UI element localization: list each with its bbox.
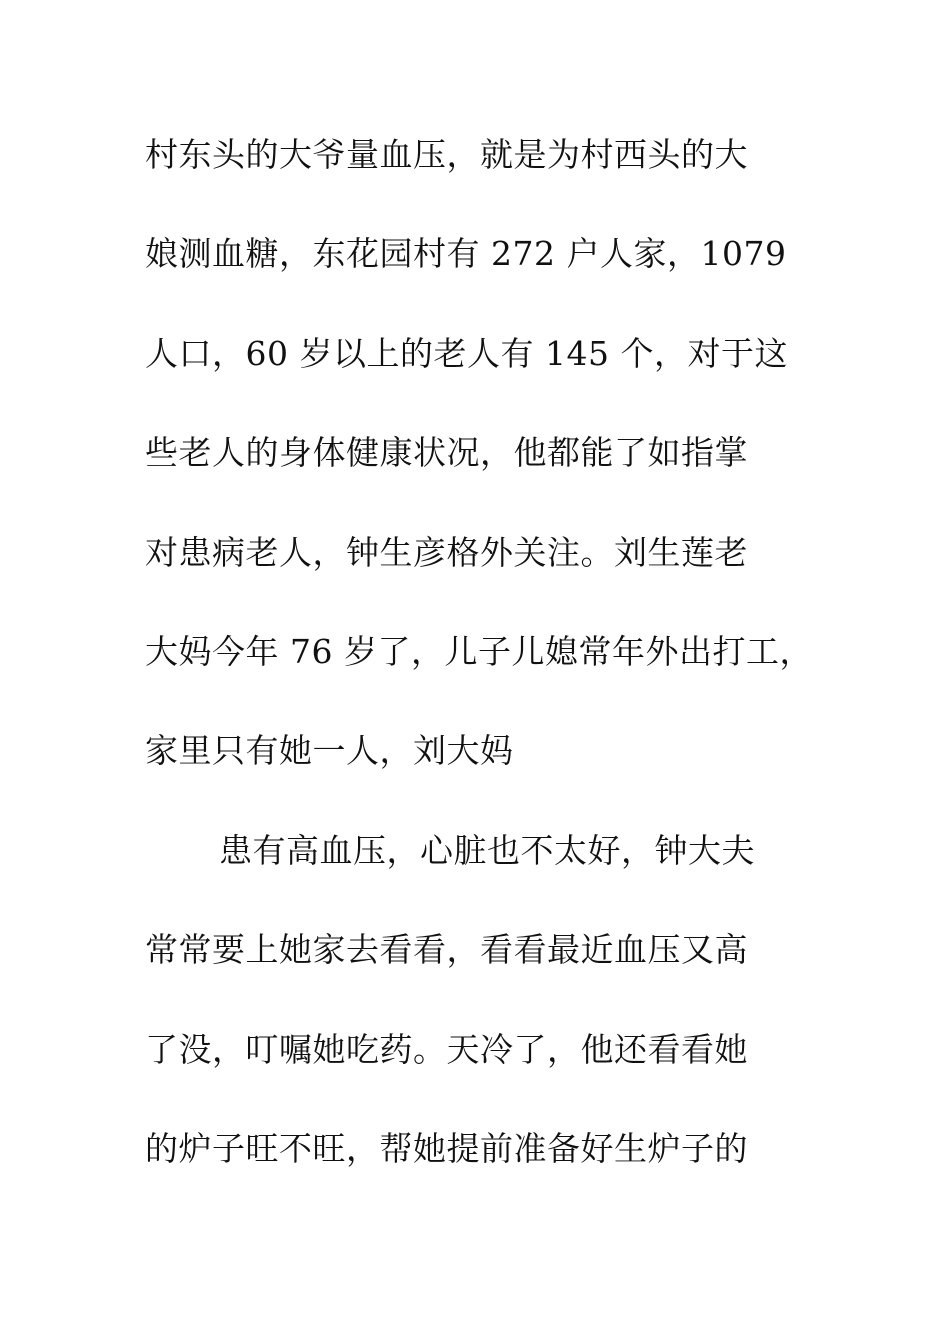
paragraph-2 [145, 822, 845, 1220]
text-line: 家里只有她一人，刘大妈 [145, 731, 514, 771]
body-text [145, 126, 845, 1219]
text-line: 患有高血压，心脏也不太好，钟大夫 [219, 830, 755, 870]
text-line: 人口，60 岁以上的老人有 145 个，对于这 [145, 333, 788, 373]
text-line: 的炉子旺不旺，帮她提前准备好生炉子的 [145, 1128, 748, 1168]
paragraph-1 [145, 126, 845, 822]
text-line: 常常要上她家去看看，看看最近血压又高 [145, 930, 748, 970]
text-line: 对患病老人，钟生彦格外关注。刘生莲老 [145, 532, 748, 572]
text-line: 些老人的身体健康状况，他都能了如指掌 [145, 433, 748, 473]
text-line: 村东头的大爷量血压，就是为村西头的大 [145, 135, 748, 174]
text-line: 大妈今年 76 岁了，儿子儿媳常年外出打工， [145, 631, 813, 671]
text-line: 娘测血糖，东花园村有 272 户人家，1079 [145, 234, 787, 274]
text-line: 了没，叮嘱她吃药。天冷了，他还看看她 [145, 1029, 748, 1069]
